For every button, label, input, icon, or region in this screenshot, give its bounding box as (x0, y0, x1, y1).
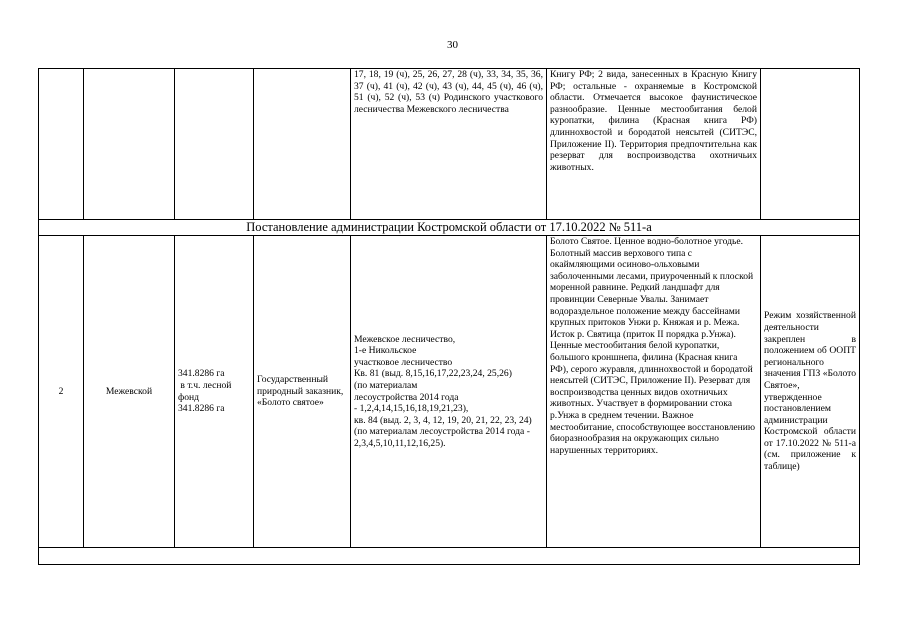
area-line: 341.8286 га (178, 403, 225, 415)
empty-row (39, 548, 860, 565)
empty-cell (84, 69, 175, 220)
empty-cell (254, 69, 351, 220)
regime-cell: Режим хозяйственной деятельности закреплен в положением об ООПТ регионального значения ГПЗ «Болото Святое», утвержденное постановлением администрации Костромской области от 17.10.2022 № 511-а (см. приложение к таблице) (761, 236, 860, 548)
section-title: Постановление администрации Костромской области от 17.10.2022 № 511-а (39, 220, 860, 236)
empty-cell (39, 548, 860, 565)
section-title-row (39, 220, 860, 236)
area-line: 341.8286 га (178, 368, 225, 380)
district-cell: Межевской (84, 236, 175, 548)
area-cell (175, 236, 254, 548)
row-number: 2 (39, 236, 84, 548)
page-number: 30 (447, 39, 458, 51)
category-cell: Государственный природный заказник, «Болото святое» (254, 236, 351, 548)
empty-cell (761, 69, 860, 220)
area-line: в т.ч. лесной (178, 379, 232, 391)
empty-cell (39, 69, 84, 220)
table-row (39, 236, 860, 548)
description-cell: Книгу РФ; 2 вида, занесенных в Красную Книгу РФ; остальные - охраняемые в Костромской области. Отмечается высокое фаунистическое разнообразие. Ценные местообитания белой куропатки, филина (Красная книга РФ) длиннохвостой и бородатой неясытей (СИТЭС, Приложение II). Территория предпочтительна как резерват для воспроизводства охотничьих животных. (547, 69, 761, 220)
quarters-cell: 17, 18, 19 (ч), 25, 26, 27, 28 (ч), 33, 34, 35, 36, 37 (ч), 41 (ч), 42 (ч), 43 (ч), 44, 45 (ч), 46 (ч), 51 (ч), 52 (ч), 53 (ч) Родинского участкового лесничества Межевского лесничества (351, 69, 547, 220)
location-cell: Межевское лесничество, 1-е Никольское участковое лесничество Кв. 81 (выд. 8,15,16,17,22,23,24, 25,26) (по материалам лесоустройства 2014 года - 1,2,4,14,15,16,18,19,21,23), кв. 84 (выд. 2, 3, 4, 12, 19, 20, 21, 22, 23, 24) (по материалам лесоустройства 2014 года - 2,3,4,5,10,11,12,16,25). (351, 236, 547, 548)
table-row (39, 69, 860, 220)
description-cell: Болото Святое. Ценное водно-болотное угодье. Болотный массив верхового типа с окаймляющими осиново-ольховыми заболоченными лесами, приуроченный к плоской моренной равнине. Редкий ландшафт для провинции Северные Увалы. Занимает водораздельное положение между бассейнами крупных притоков Унжи р. Княжая и р. Межа. Исток р. Святица (приток II порядка р.Унжа). Ценные местообитания белой куропатки, большого кроншнепа, филина (Красная книга РФ), серого журавля, длиннохвостой и бородатой неясытей (СИТЭС, Приложение II). Резерват для воспроизводства ценных видов охотничьих животных. Участвует в формировании стока р.Унжа в среднем течении. Важное местообитание, способствующее восстановлению биоразнообразия на окружающих сильно нарушенных территориях. (547, 236, 761, 548)
empty-cell (175, 69, 254, 220)
area-line: фонд (178, 391, 200, 403)
protected-areas-table (38, 68, 860, 565)
